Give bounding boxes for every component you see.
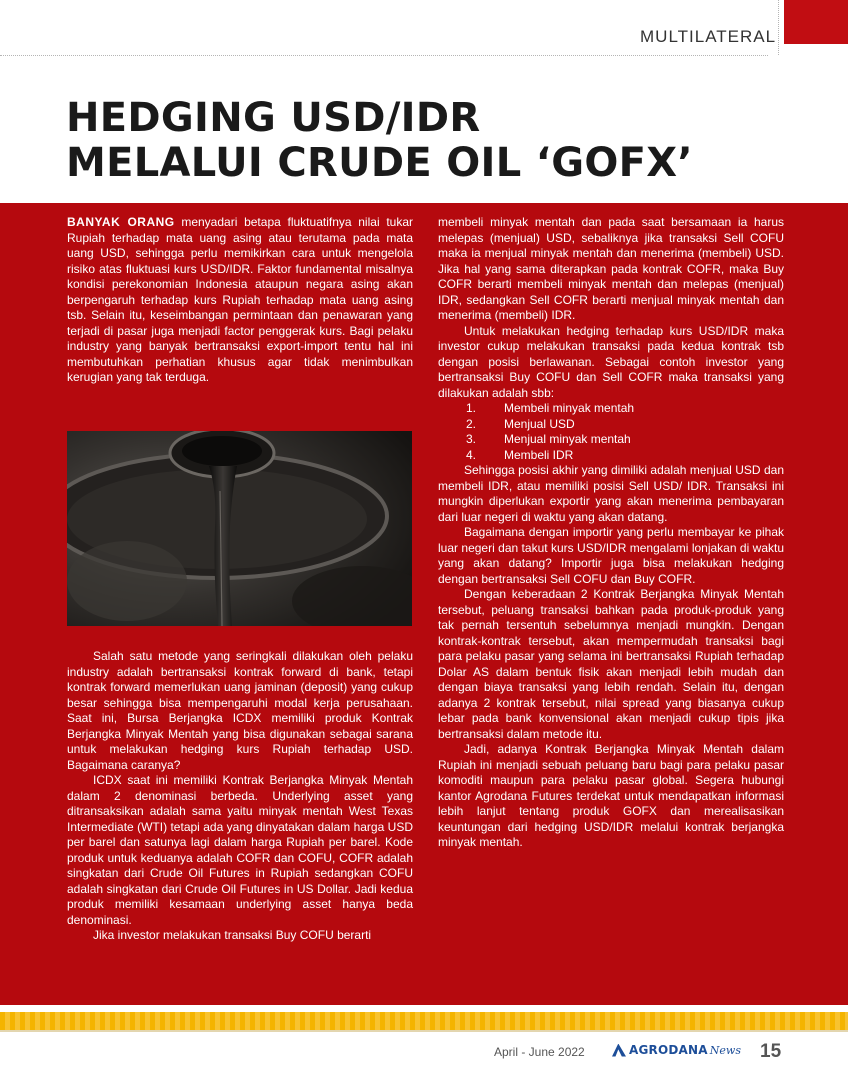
logo-icon [612,1044,626,1057]
corner-accent [784,0,848,44]
list-item: 4. Membeli IDR [466,447,574,462]
paragraph-icdx: ICDX saat ini memiliki Kontrak Berjangka Minyak Mentah dalam 2 denominasi berbeda. Underlying asset yang ditransaksikan adalah sama yaitu minyak mentah West Texas Intermediate (WTI) tetapi ada yang dinyatakan dalam harga USD per barel dan satunya lagi dalam harga Rupiah per barel. Kode produk untuk keduanya adalah COFR dan COFU, COFR adalah singkatan dari Crude Oil Futures in Rupiah sedangkan COFU adalah singkatan dari Crude Oil Futures in US Dollar. Jadi kedua produk memiliki kesamaan underlying asset hanya beda denominasi. [67,773,413,927]
section-label: MULTILATERAL [640,27,777,46]
logo-name: AGRODANA [629,1043,708,1057]
page-number: 15 [760,1041,782,1062]
paragraph-intro [67,215,413,386]
title-line-1: HEDGING USD/IDR [66,95,481,141]
oil-barrel-image [67,431,412,626]
paragraph-hedging: Untuk melakukan hedging terhadap kurs USD/IDR maka investor cukup melakukan transaksi pada kedua kontrak tsb dengan posisi berlawanan. Sebagai contoh investor yang bertransaksi Buy COFU dan Sell COFR maka transaksi yang dilakukan adalah sbb: [438,323,784,400]
footer-rule [0,1030,848,1032]
list-item: 1. Membeli minyak mentah [466,401,635,415]
paragraph-conclusion: Jadi, adanya Kontrak Berjangka Minyak Mentah dalam Rupiah ini menjadi sebuah peluang baru bagi para pelaku pasar komoditi maupun para pelaku pasar global. Segera hubungi kantor Agrodana Futures terdekat untuk mendapatkan informasi lebih lanjut tentang produk GOFX dan merealisasikan keuntungan dari hedging USD/IDR melalui kontrak berjangka minyak mentah. [438,742,784,849]
logo-suffix: News [709,1043,741,1057]
issue-date: April - June 2022 [494,1045,585,1059]
list-item: 3. Menjual minyak mentah [466,432,631,446]
paragraph-forward: Salah satu metode yang seringkali dilakukan oleh pelaku industry adalah bertransaksi kontrak forward di bank, tetapi kontrak forward memerlukan uang jaminan (deposit) yang cukup besar sehingga bisa mempengaruhi modal kerja perusahaan. Saat ini, Bursa Berjangka ICDX memiliki produk Kontrak Berjangka Minyak Mentah yang bisa digunakan sebagai sarana untuk melakukan hedging kurs Rupiah terhadap USD. Bagaimana caranya? [67,649,413,772]
title-line-2: MELALUI CRUDE OIL ‘GOFX’ [66,140,693,186]
agrodana-logo [612,1043,741,1057]
transaction-list [438,401,784,463]
paragraph-opportunity: Dengan keberadaan 2 Kontrak Berjangka Minyak Mentah tersebut, peluang transaksi bahkan pada produk-produk yang tak pernah tersentuh sebelumnya menjadi mungkin. Dengan kontrak-kontrak tersebut, akan mempermudah transaksi bagi para pelaku pasar yang selama ini bertransaksi Rupiah terhadap Dolar AS dalam bentuk fisik akan menjadi lebih mudah dan dengan biaya transaksi yang lebih rendah. Selain itu, dengan adanya 2 kontrak tersebut, nilai spread yang biasanya cukup lebar pada bank konvensional akan menjadi cukup tipis jika bertransaksi dalam metode itu. [438,587,784,741]
intro-text: menyadari betapa fluktuatifnya nilai tukar Rupiah terhadap mata uang asing atau terutama pada mata uang USD, sehingga perlu memikirkan cara untuk mengelola risiko atas fluktuasi kurs USD/IDR. Faktor fundamental misalnya kondisi perekonomian Indonesia ataupun negara asing akan berpengaruh terhadap kurs Rupiah terhadap mata uang asing tsb. Selain itu, keseimbangan permintaan dan penawaran yang terjadi di pasar juga menjadi factor penggerak kurs. Bagi pelaku industry yang banyak bertransaksi export-import tentu hal ini membutuhkan perhatian khusus agar tidak menimbulkan kerugian yang tak terduga. [67,215,413,384]
lead-in: BANYAK ORANG [67,215,175,229]
column-left-top [67,215,413,386]
paragraph-buy-cofu: Jika investor melakukan transaksi Buy COFU berarti [93,928,372,942]
column-right [438,215,784,851]
paragraph-position: Sehingga posisi akhir yang dimiliki adalah menjual USD dan membeli IDR, atau memiliki posisi Sell USD/ IDR. Transaksi ini mungkin diperlukan exportir yang akan menerima pembayaran dari luar negeri di waktu yang akan datang. [438,463,784,524]
list-item: 2. Menjual USD [466,416,575,431]
column-left-bottom [67,649,413,944]
header-divider-vertical [778,0,779,55]
header-divider [0,55,768,56]
paragraph-importir: Bagaimana dengan importir yang perlu membayar ke pihak luar negeri dan takut kurs USD/IDR mengalami lonjakan di waktu yang akan datang? Importir juga bisa melakukan hedging dengan bertransaksi Sell COFU dan Buy COFR. [438,525,784,586]
footer-stripe [0,1012,848,1030]
article-title [66,96,693,186]
oil-pour-photo [67,431,412,626]
paragraph-cofu-cofr: membeli minyak mentah dan pada saat bersamaan ia harus melepas (menjual) USD, sebaliknya jika transaksi Sell COFU maka ia menjual minyak mentah dan menerima (membeli) USD. Jika hal yang sama diterapkan pada kontrak COFR, maka Buy COFR berarti membeli minyak mentah dan melepas (menjual) IDR, sedangkan Sell COFR berarti menjual minyak mentah dan menerima (membeli) IDR. [438,215,784,322]
